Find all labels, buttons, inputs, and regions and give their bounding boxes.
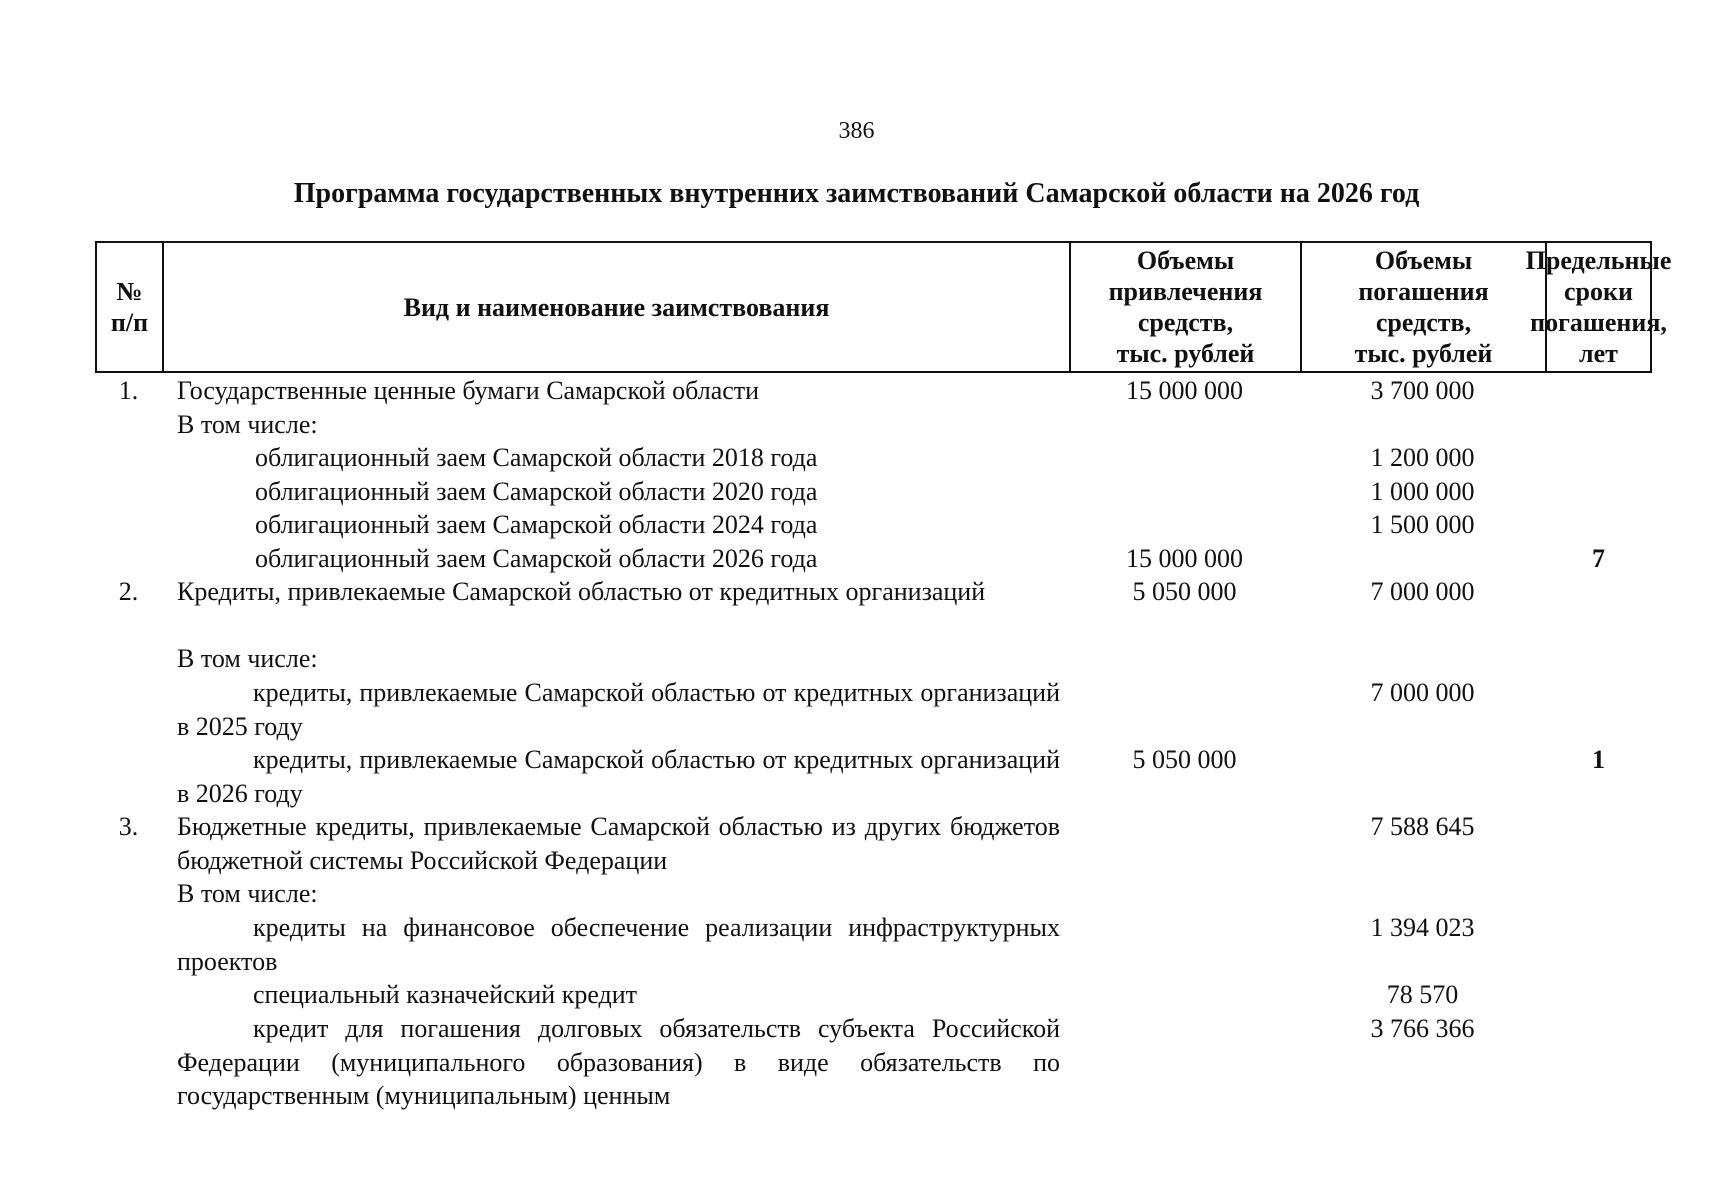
header-col-attract: Объемы привлечения средств, тыс. рублей — [1071, 243, 1302, 371]
row-name: кредиты, привлекаемые Самарской областью от кредитных организаций в 2025 году — [177, 678, 1060, 741]
header-col-repay: Объемы погашения средств, тыс. рублей — [1302, 243, 1547, 371]
row-repay: 3 766 366 — [1370, 1014, 1475, 1043]
row-name: облигационный заем Самарской области 2026 года — [255, 544, 818, 573]
header-col-name: Вид и наименование заимствования — [164, 243, 1071, 371]
row-repay: 3 700 000 — [1370, 376, 1475, 405]
header-col-number: № п/п — [97, 243, 164, 371]
row-repay: 7 000 000 — [1370, 678, 1475, 707]
header-col-term: Предельные сроки погашения, лет — [1525, 246, 1672, 368]
row-number: 2. — [118, 577, 139, 606]
row-repay: 7 000 000 — [1370, 577, 1475, 606]
row-repay: 78 570 — [1386, 980, 1459, 1009]
row-term: 7 — [1592, 544, 1605, 573]
row-attract: 15 000 000 — [1126, 544, 1243, 573]
row-name: Кредиты, привлекаемые Самарской областью от кредитных организаций — [177, 577, 986, 606]
row-attract: 5 050 000 — [1132, 745, 1237, 774]
page-number: 386 — [838, 118, 875, 144]
row-name: Бюджетные кредиты, привлекаемые Самарской областью из других бюджетов бюджетной системы Российской Федерации — [177, 812, 1060, 875]
row-attract: 15 000 000 — [1126, 376, 1243, 405]
row-number: 1. — [118, 376, 139, 405]
row-name: облигационный заем Самарской области 2020 года — [255, 477, 818, 506]
row-number: 3. — [118, 812, 139, 841]
row-repay: 1 000 000 — [1370, 477, 1475, 506]
row-attract: 5 050 000 — [1132, 577, 1237, 606]
row-term: 1 — [1592, 745, 1605, 774]
row-repay: 7 588 645 — [1370, 812, 1475, 841]
row-name: В том числе: — [177, 410, 318, 439]
row-name: Государственные ценные бумаги Самарской области — [177, 376, 760, 405]
document-title: Программа государственных внутренних заимствований Самарской области на 2026 год — [293, 178, 1420, 209]
row-repay: 1 500 000 — [1370, 510, 1475, 539]
row-name: специальный казначейский кредит — [253, 980, 638, 1009]
row-name: кредит для погашения долговых обязательств субъекта Российской Федерации (муниципального образования) в виде обязательств по государственным (муниципальным) ценным — [177, 1014, 1060, 1111]
row-name: кредиты на финансовое обеспечение реализации инфраструктурных проектов — [177, 913, 1060, 976]
table-header — [95, 241, 1672, 373]
row-name: облигационный заем Самарской области 2024 года — [255, 510, 818, 539]
row-name: кредиты, привлекаемые Самарской областью от кредитных организаций в 2026 году — [177, 745, 1060, 808]
row-repay: 1 394 023 — [1370, 913, 1475, 942]
row-name: В том числе: — [177, 644, 318, 673]
row-repay: 1 200 000 — [1370, 443, 1475, 472]
row-name: облигационный заем Самарской области 2018 года — [255, 443, 818, 472]
row-name: В том числе: — [177, 879, 318, 908]
